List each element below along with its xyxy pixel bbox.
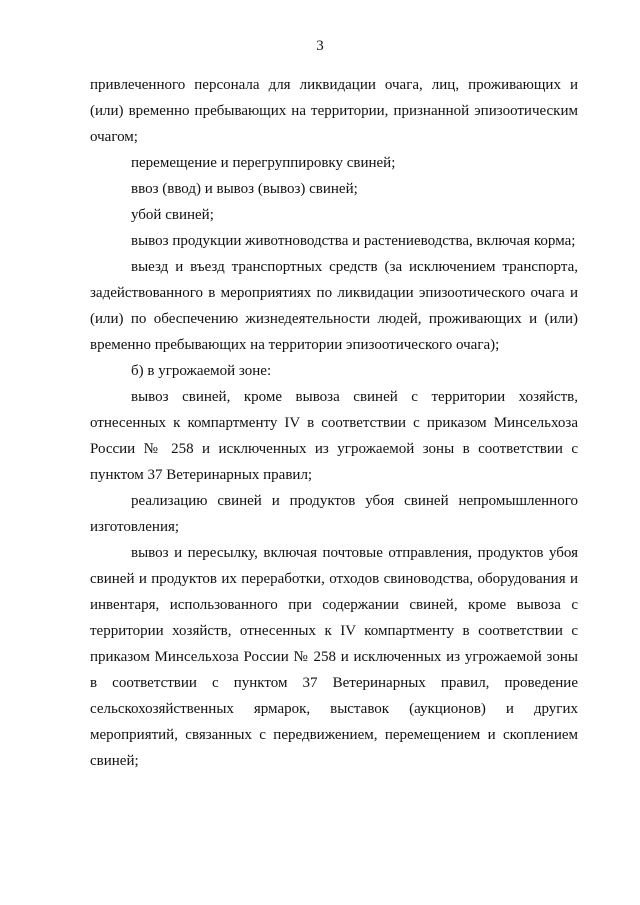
page-number: 3 — [316, 38, 324, 54]
paragraph-2: перемещение и перегруппировку свиней; — [131, 155, 396, 171]
paragraph-8: вывоз свиней, кроме вывоза свиней с территории хозяйств, отнесенных к компартменту IV в соответствии с приказом Минсельхоза России № 258 и исключенных из угрожаемой зоны в соответствии с пунктом 37 Ветеринарных правил; — [90, 389, 578, 483]
paragraph-10: вывоз и пересылку, включая почтовые отправления, продуктов убоя свиней и продуктов их переработки, отходов свиноводства, оборудования и инвентаря, использованного при содержании свиней, кроме вывоза с территории хозяйств, отнесенных к IV компартменту в соответствии с приказом Минсельхоза России № 258 и исключенных из угрожаемой зоны в соответствии с пунктом 37 Ветеринарных правил, проведение сельскохозяйственных ярмарок, выставок (аукционов) и других мероприятий, связанных с передвижением, перемещением и скоплением свиней; — [90, 545, 578, 769]
paragraph-5: вывоз продукции животноводства и растениеводства, включая корма; — [131, 233, 576, 249]
paragraph-4: убой свиней; — [131, 207, 214, 223]
paragraph-7: б) в угрожаемой зоне: — [131, 363, 272, 379]
paragraph-1: привлеченного персонала для ликвидации очага, лиц, проживающих и (или) временно пребывающих на территории, признанной эпизоотическим очагом; — [90, 77, 578, 145]
paragraph-3: ввоз (ввод) и вывоз (вывоз) свиней; — [131, 181, 358, 197]
document-body — [90, 72, 578, 774]
paragraph-9: реализацию свиней и продуктов убоя свиней непромышленного изготовления; — [90, 493, 578, 535]
paragraph-6: выезд и въезд транспортных средств (за исключением транспорта, задействованного в мероприятиях по ликвидации эпизоотического очага и (или) по обеспечению жизнедеятельности людей, проживающих и (или) временно пребывающих на территории эпизоотического очага); — [90, 259, 578, 353]
